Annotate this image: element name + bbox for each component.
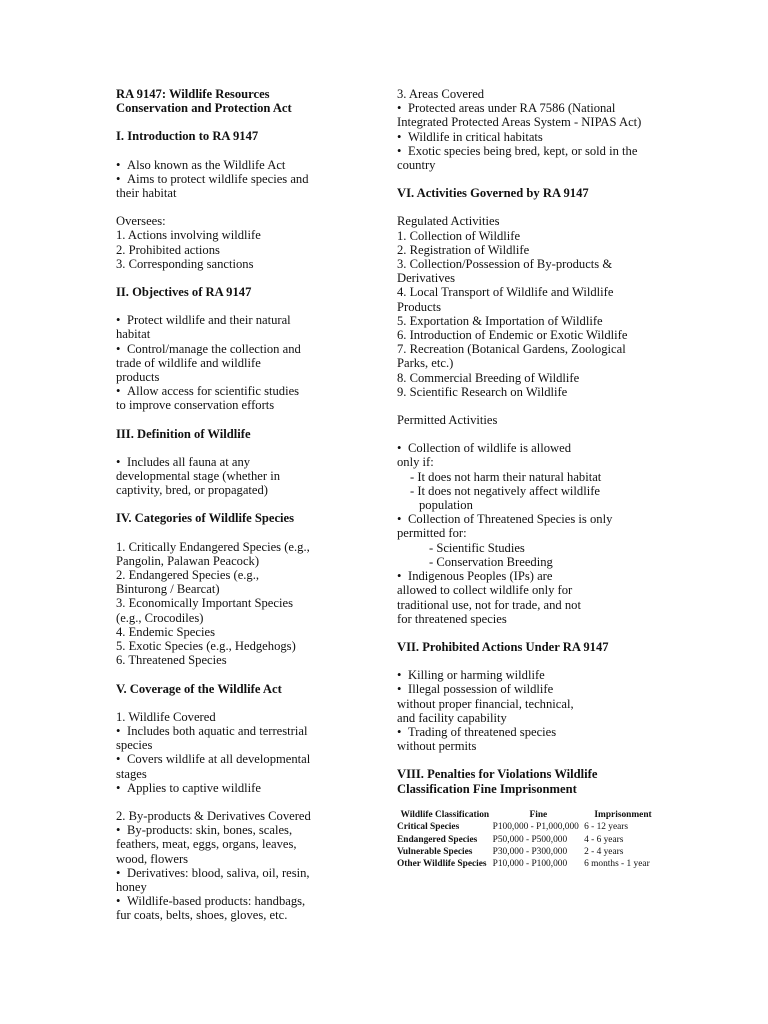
regulated-activities-label: Regulated Activities: [397, 214, 500, 229]
table-header-row: [397, 809, 662, 821]
imprisonment-cell: 4 - 6 years: [584, 834, 624, 845]
left-column: [116, 87, 331, 923]
list-item: 4. Local Transport of Wildlife and Wildlife: [397, 285, 614, 300]
right-column: [397, 87, 662, 871]
document-title-line-1: RA 9147: Wildlife Resources: [116, 87, 270, 101]
list-item-continuation: without proper financial, technical,: [397, 696, 574, 711]
section-heading-penalties-cont: Classification Fine Imprisonment: [397, 781, 577, 796]
list-item: • Collection of Threatened Species is only: [397, 512, 662, 526]
list-item-continuation: feathers, meat, eggs, organs, leaves,: [116, 837, 297, 852]
list-item-continuation: Parks, etc.): [397, 356, 454, 371]
list-item-continuation: products: [116, 370, 160, 385]
list-item: 4. Endemic Species: [116, 624, 215, 639]
classification-cell: Other Wildlife Species: [397, 859, 487, 870]
list-item: • Also known as the Wildlife Act: [116, 158, 331, 172]
list-item-continuation: allowed to collect wildlife only for: [397, 583, 573, 598]
list-item: • Allow access for scientific studies: [116, 384, 331, 398]
sub-list-item: - It does not negatively affect wildlife: [410, 483, 601, 498]
list-item: 1. Actions involving wildlife: [116, 228, 261, 243]
list-item-continuation: and facility capability: [397, 710, 507, 725]
table-row: [397, 846, 662, 858]
list-item-continuation: country: [397, 158, 436, 173]
list-item-continuation: Products: [397, 299, 442, 314]
list-item: • Protect wildlife and their natural: [116, 313, 331, 327]
section-heading-definition: III. Definition of Wildlife: [116, 426, 251, 441]
list-item: 5. Exotic Species (e.g., Hedgehogs): [116, 639, 296, 654]
list-item: • Includes both aquatic and terrestrial: [116, 724, 331, 738]
fine-cell: P10,000 - P100,000: [492, 859, 568, 870]
classification-cell: Critical Species: [397, 822, 460, 833]
list-item: 3. Economically Important Species: [116, 596, 293, 611]
penalties-table: [397, 809, 662, 871]
fine-cell: P100,000 - P1,000,000: [492, 822, 579, 833]
list-item-continuation: without permits: [397, 739, 477, 754]
list-item: 8. Commercial Breeding of Wildlife: [397, 370, 580, 385]
list-item-continuation: Integrated Protected Areas System - NIPAS Act): [397, 115, 642, 130]
section-heading-penalties: VIII. Penalties for Violations Wildlife: [397, 767, 598, 782]
list-item-continuation: stages: [116, 766, 147, 781]
fine-cell: P50,000 - P500,000: [492, 834, 568, 845]
list-item: 6. Introduction of Endemic or Exotic Wildlife: [397, 328, 628, 343]
list-item-continuation: developmental stage (whether in: [116, 469, 281, 484]
list-item: • Includes all fauna at any: [116, 455, 331, 469]
oversees-label: Oversees:: [116, 214, 166, 229]
section-heading-activities: VI. Activities Governed by RA 9147: [397, 186, 589, 201]
list-item: 2. Endangered Species (e.g.,: [116, 568, 260, 583]
classification-cell: Vulnerable Species: [397, 846, 473, 857]
list-item-continuation: habitat: [116, 327, 151, 342]
table-row: [397, 858, 662, 870]
list-item-continuation: their habitat: [116, 186, 177, 201]
list-item: 9. Scientific Research on Wildlife: [397, 384, 568, 399]
table-row: [397, 834, 662, 846]
list-item-continuation: wood, flowers: [116, 851, 189, 866]
imprisonment-cell: 6 - 12 years: [584, 822, 629, 833]
section-heading-coverage: V. Coverage of the Wildlife Act: [116, 681, 282, 696]
list-item: • Collection of wildlife is allowed: [397, 441, 662, 455]
list-item-continuation: for threatened species: [397, 611, 507, 626]
table-row: [397, 821, 662, 833]
list-item-continuation: trade of wildlife and wildlife: [116, 355, 261, 370]
sub-list-item: - Scientific Studies: [429, 540, 525, 555]
list-item-continuation: fur coats, belts, shoes, gloves, etc.: [116, 908, 288, 923]
list-item: 1. Collection of Wildlife: [397, 228, 521, 243]
list-item: 6. Threatened Species: [116, 653, 227, 668]
list-item: • Illegal possession of wildlife: [397, 682, 662, 696]
list-item: • Wildlife-based products: handbags,: [116, 894, 331, 908]
list-item: • Trading of threatened species: [397, 725, 662, 739]
list-item: • Wildlife in critical habitats: [397, 130, 662, 144]
section-heading-categories: IV. Categories of Wildlife Species: [116, 511, 295, 526]
list-item: • Applies to captive wildlife: [116, 781, 331, 795]
section-heading-prohibited: VII. Prohibited Actions Under RA 9147: [397, 639, 609, 654]
fine-cell: P30,000 - P300,000: [492, 846, 568, 857]
sub-list-item-continuation: population: [419, 498, 473, 513]
section-heading-objectives: II. Objectives of RA 9147: [116, 285, 252, 300]
list-item-continuation: to improve conservation efforts: [116, 398, 275, 413]
subsection-areas-covered: 3. Areas Covered: [397, 87, 485, 101]
subsection-wildlife-covered: 1. Wildlife Covered: [116, 709, 216, 724]
list-item: 3. Corresponding sanctions: [116, 256, 254, 271]
list-item-continuation: (e.g., Crocodiles): [116, 610, 204, 625]
list-item-continuation: traditional use, not for trade, and not: [397, 597, 581, 612]
list-item: • By-products: skin, bones, scales,: [116, 823, 331, 837]
list-item-continuation: only if:: [397, 455, 434, 470]
classification-cell: Endangered Species: [397, 834, 478, 845]
sub-list-item: - It does not harm their natural habitat: [410, 469, 602, 484]
sub-list-item: - Conservation Breeding: [429, 554, 553, 569]
list-item: 5. Exportation & Importation of Wildlife: [397, 313, 603, 328]
permitted-activities-label: Permitted Activities: [397, 413, 498, 428]
column-header-classification: Wildlife Classification: [400, 809, 490, 820]
list-item: • Derivatives: blood, saliva, oil, resin,: [116, 866, 331, 880]
list-item: • Control/manage the collection and: [116, 342, 331, 356]
list-item: • Killing or harming wildlife: [397, 668, 662, 682]
column-header-imprisonment: Imprisonment: [594, 809, 652, 820]
list-item: • Covers wildlife at all developmental: [116, 752, 331, 766]
list-item: 1. Critically Endangered Species (e.g.,: [116, 539, 310, 554]
list-item: • Exotic species being bred, kept, or sold in the: [397, 144, 662, 158]
list-item-continuation: permitted for:: [397, 526, 467, 541]
list-item: • Indigenous Peoples (IPs) are: [397, 569, 662, 583]
list-item: 7. Recreation (Botanical Gardens, Zoological: [397, 342, 626, 357]
list-item-continuation: Derivatives: [397, 271, 456, 286]
section-heading-introduction: I. Introduction to RA 9147: [116, 129, 259, 144]
list-item-continuation: honey: [116, 879, 147, 894]
list-item-continuation: Binturong / Bearcat): [116, 582, 220, 597]
document-title-line-2: Conservation and Protection Act: [116, 101, 292, 116]
list-item-continuation: Pangolin, Palawan Peacock): [116, 553, 260, 568]
list-item: • Aims to protect wildlife species and: [116, 172, 331, 186]
list-item: 2. Registration of Wildlife: [397, 242, 530, 257]
imprisonment-cell: 2 - 4 years: [584, 846, 624, 857]
list-item-continuation: species: [116, 738, 153, 753]
list-item: 3. Collection/Possession of By-products &: [397, 257, 613, 272]
list-item: 2. Prohibited actions: [116, 242, 220, 257]
subsection-byproducts-covered: 2. By-products & Derivatives Covered: [116, 808, 311, 823]
column-header-fine: Fine: [529, 809, 548, 820]
list-item-continuation: captivity, bred, or propagated): [116, 483, 268, 498]
imprisonment-cell: 6 months - 1 year: [584, 859, 650, 870]
list-item: • Protected areas under RA 7586 (National: [397, 101, 662, 115]
